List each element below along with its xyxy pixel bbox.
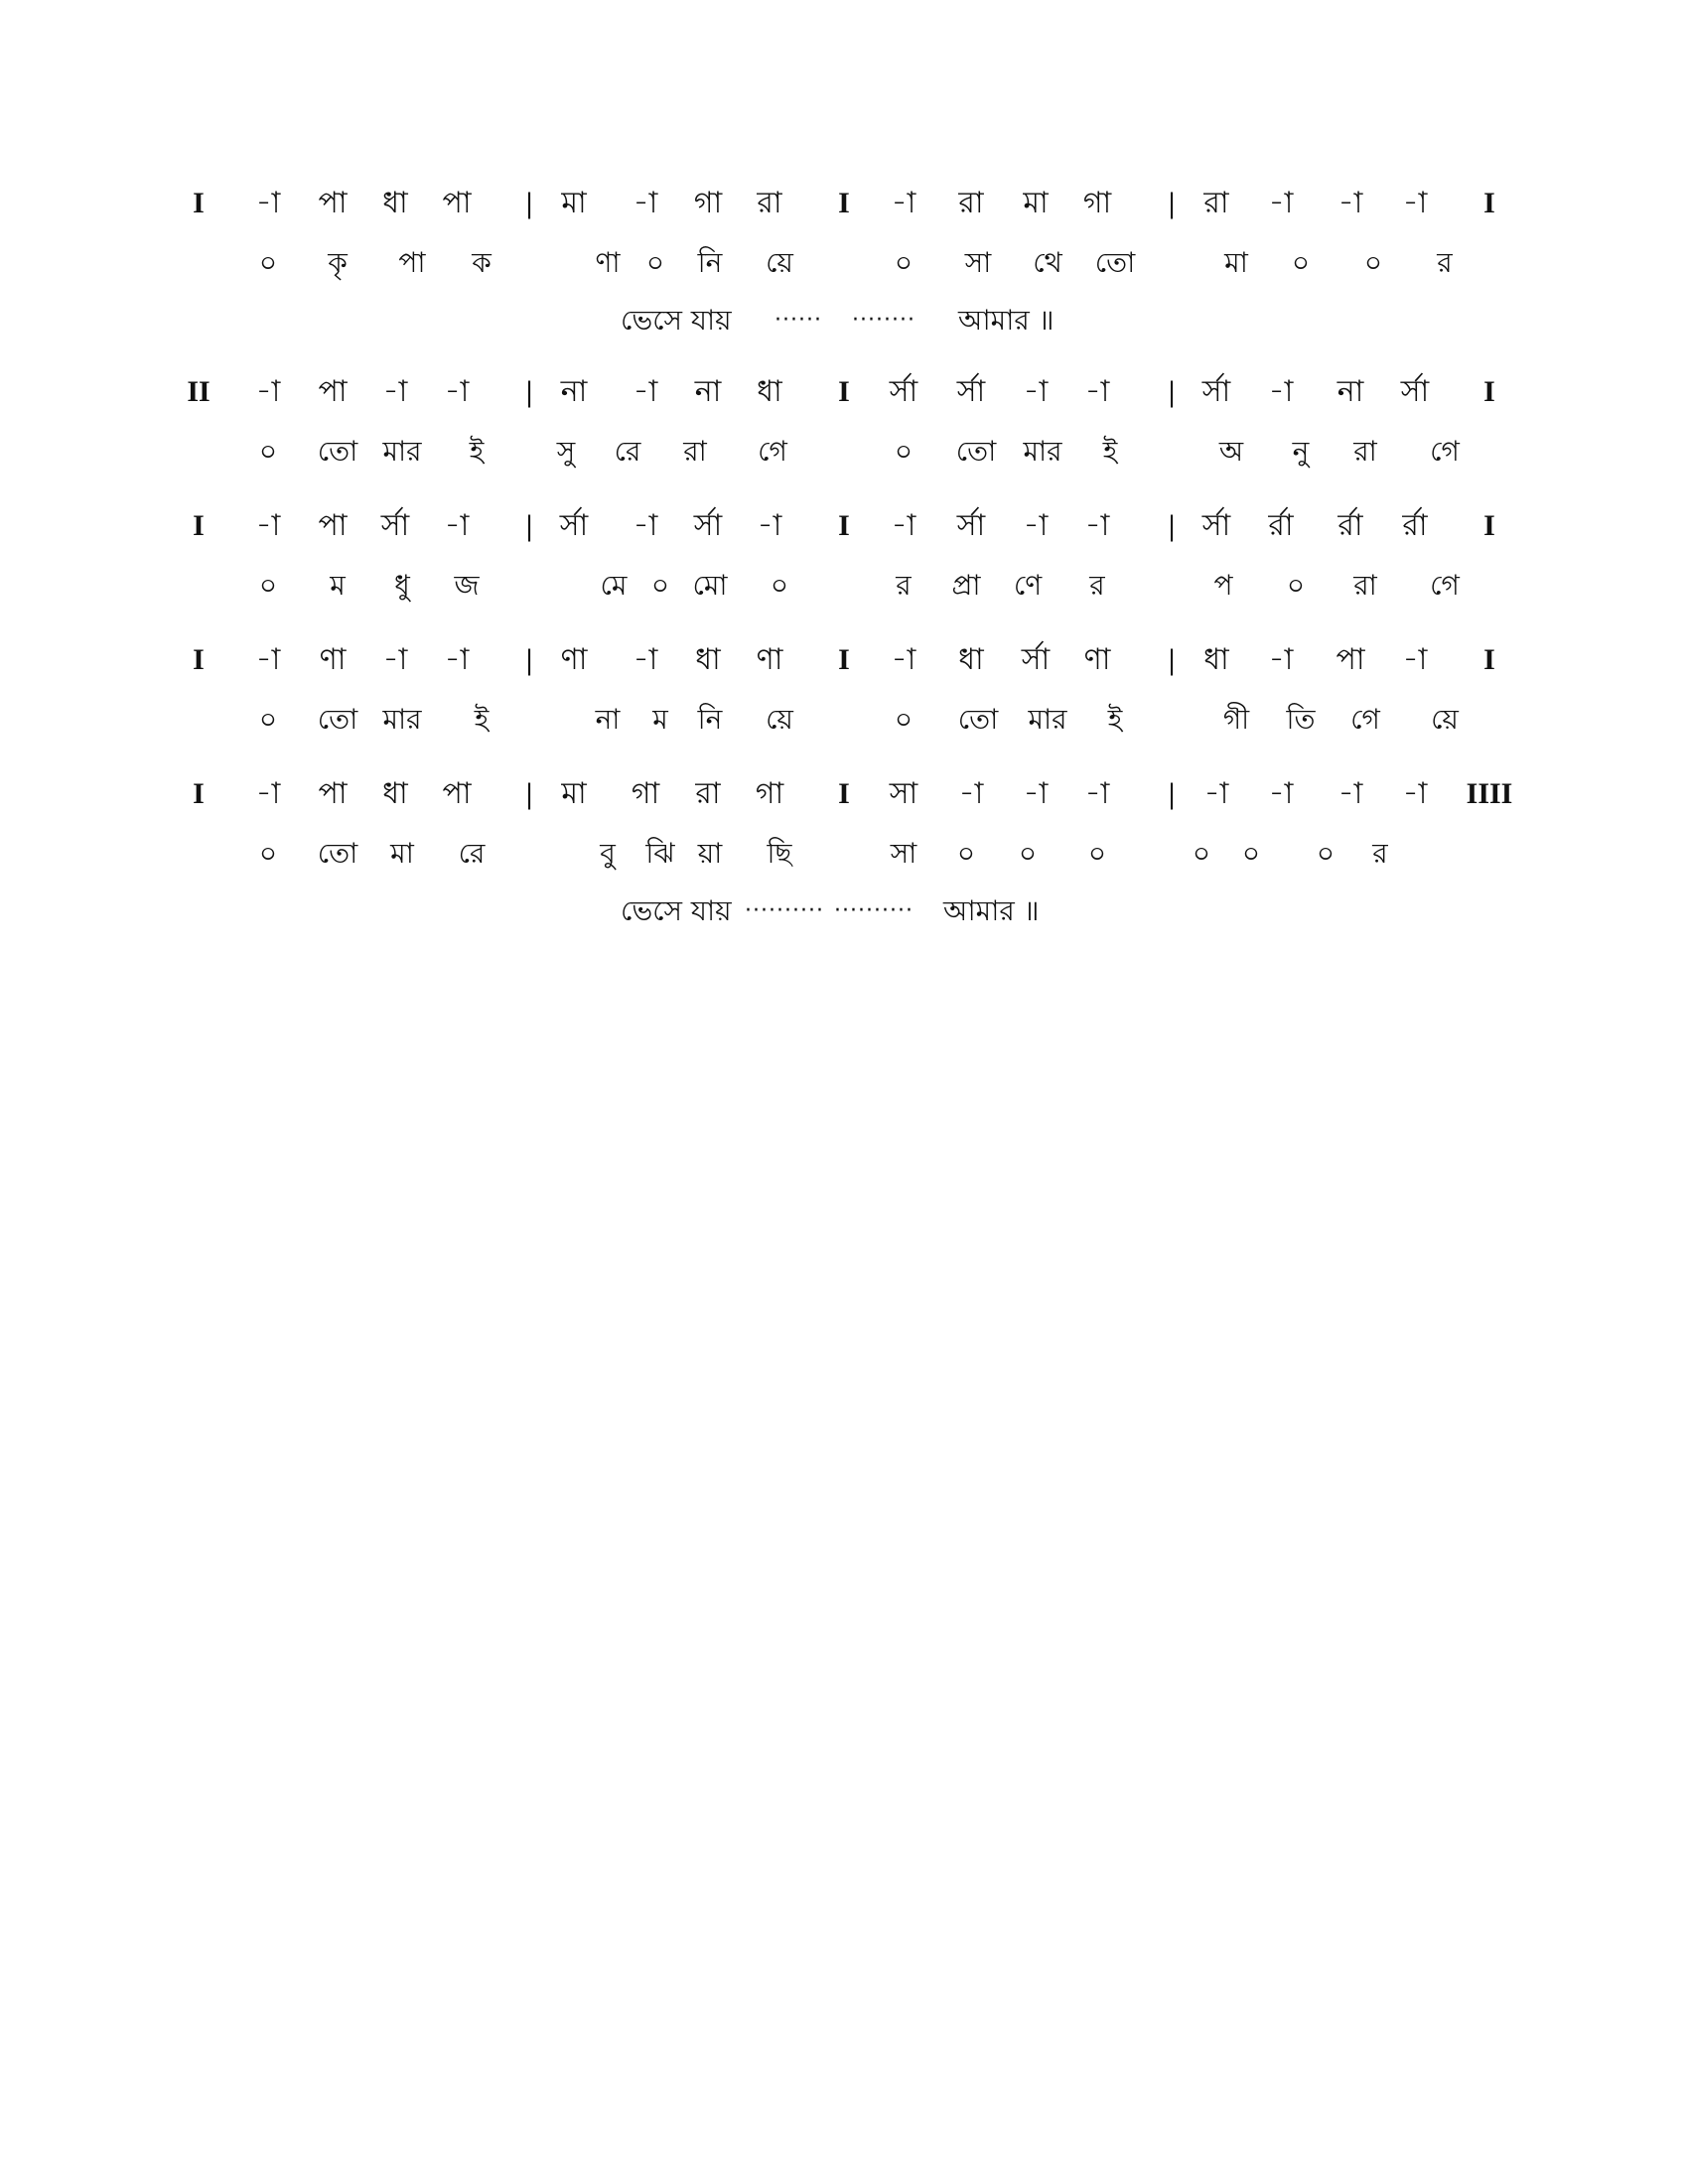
lyric-syllable: র	[896, 569, 912, 602]
lyric-syllable: ০	[1241, 837, 1261, 870]
bar-line: I	[838, 777, 850, 810]
bar-line: I	[1483, 375, 1495, 408]
lyric-syllable: ০	[1286, 569, 1306, 602]
note: -া	[1337, 776, 1363, 811]
bar-line: |	[525, 509, 533, 542]
lyric-syllable: ০	[258, 435, 278, 468]
lyric-syllable: ম	[652, 703, 668, 736]
bar-line: |	[525, 375, 533, 408]
lyric-syllable: সা	[890, 837, 917, 870]
note: -া	[1268, 776, 1294, 811]
note: পা	[442, 776, 472, 811]
lyric-syllable: মা	[390, 837, 414, 870]
bar-line: |	[1168, 187, 1176, 219]
lyrics-row	[0, 427, 1688, 477]
lyric-syllable: য়া	[697, 837, 723, 870]
lyric-syllable: য়ে	[1431, 703, 1459, 736]
lyric-syllable: ০	[1087, 837, 1107, 870]
lyric-syllable: ০	[1192, 837, 1211, 870]
note: -া	[255, 642, 281, 677]
lyric-syllable: রে	[614, 435, 641, 468]
refrain-dots: ······	[774, 308, 822, 333]
lyric-syllable: ঝি	[645, 837, 675, 870]
refrain-line	[0, 296, 1688, 345]
bar-line: II	[187, 375, 211, 408]
lyric-syllable: ই	[1107, 703, 1123, 736]
lyric-syllable: গে	[758, 435, 787, 468]
notation-row	[0, 635, 1688, 685]
lyric-syllable: ক	[472, 246, 492, 279]
lyrics-row	[0, 238, 1688, 288]
lyric-syllable: বু	[600, 837, 616, 870]
refrain-line	[0, 887, 1688, 936]
note: -া	[1084, 776, 1110, 811]
notation-row	[0, 501, 1688, 551]
lyric-syllable: মা	[1224, 246, 1248, 279]
lyric-syllable: রে	[458, 837, 486, 870]
lyric-syllable: ০	[956, 837, 976, 870]
lyric-syllable: ০	[1291, 246, 1311, 279]
note: র্সা	[559, 508, 589, 543]
lyric-syllable: ০	[1316, 837, 1336, 870]
lyric-syllable: নি	[697, 703, 723, 736]
notation-row	[0, 179, 1688, 228]
lyric-syllable: ধু	[394, 569, 410, 602]
note: গা	[693, 186, 723, 220]
lyric-syllable: রা	[683, 435, 707, 468]
refrain-dots: ··········	[834, 898, 914, 923]
note: -া	[891, 186, 916, 220]
lyric-syllable: ০	[650, 569, 670, 602]
lyric-syllable: য়ে	[766, 703, 793, 736]
bar-line: I	[838, 375, 850, 408]
note: ণা	[319, 642, 347, 677]
lyric-syllable: য়ে	[766, 246, 793, 279]
note: রা	[757, 186, 782, 220]
note: মা	[1023, 186, 1049, 220]
bar-line: |	[525, 187, 533, 219]
note: -া	[1268, 374, 1294, 409]
lyric-syllable: ০	[770, 569, 789, 602]
lyric-syllable: মার	[1028, 703, 1067, 736]
bar-line: |	[525, 643, 533, 676]
note: রা	[1203, 186, 1229, 220]
note: গা	[1082, 186, 1112, 220]
note: পা	[318, 374, 348, 409]
bar-line: I	[1483, 187, 1495, 219]
lyric-syllable: ই	[474, 703, 490, 736]
note: -া	[444, 508, 470, 543]
lyric-syllable: গী	[1222, 703, 1250, 736]
bar-line: |	[525, 777, 533, 810]
note: -া	[1268, 186, 1294, 220]
bar-line: I	[193, 187, 205, 219]
bar-line: |	[1168, 777, 1176, 810]
note: র্সা	[1021, 642, 1051, 677]
note: র্সা	[956, 374, 986, 409]
bar-line: IIII	[1466, 777, 1513, 810]
note: ধা	[1203, 642, 1229, 677]
note: র্সা	[380, 508, 410, 543]
refrain-end: আমার ॥	[943, 894, 1040, 927]
lyrics-row	[0, 829, 1688, 879]
note: না	[560, 374, 588, 409]
note: -া	[1402, 186, 1428, 220]
lyric-syllable: জ	[454, 569, 480, 602]
lyric-syllable: গে	[1430, 435, 1460, 468]
lyric-syllable: ০	[1363, 246, 1383, 279]
note: র্সা	[956, 508, 986, 543]
refrain-start: ভেসে যায়	[621, 894, 732, 927]
lyric-syllable: ছি	[767, 837, 792, 870]
note: র্রা	[1402, 508, 1428, 543]
note: -া	[891, 642, 916, 677]
note: -া	[1402, 776, 1428, 811]
note: সা	[889, 776, 918, 811]
note: র্রা	[1337, 508, 1363, 543]
note: -া	[1023, 508, 1049, 543]
lyric-syllable: গে	[1430, 569, 1460, 602]
lyric-syllable: রা	[1353, 435, 1377, 468]
note: -া	[757, 508, 782, 543]
lyric-syllable: নু	[1292, 435, 1310, 468]
note: -া	[633, 642, 658, 677]
lyric-syllable: প্রা	[951, 569, 981, 602]
lyrics-row	[0, 561, 1688, 611]
lyric-syllable: ই	[469, 435, 485, 468]
lyric-syllable: মার	[1023, 435, 1062, 468]
lyric-syllable: র	[1089, 569, 1105, 602]
lyric-syllable: তি	[1286, 703, 1316, 736]
note: -া	[382, 374, 408, 409]
lyric-syllable: না	[595, 703, 621, 736]
note: রা	[695, 776, 721, 811]
note: -া	[1268, 642, 1294, 677]
bar-line: I	[1483, 643, 1495, 676]
note: র্সা	[1400, 374, 1430, 409]
lyric-syllable: গে	[1350, 703, 1380, 736]
note: র্সা	[889, 374, 918, 409]
bar-line: |	[1168, 509, 1176, 542]
note: ণা	[1083, 642, 1111, 677]
note: পা	[1336, 642, 1365, 677]
note: গা	[631, 776, 660, 811]
note: -া	[1402, 642, 1428, 677]
lyric-syllable: মে	[600, 569, 628, 602]
note: ধা	[757, 374, 782, 409]
bar-line: I	[838, 509, 850, 542]
lyric-syllable: থে	[1033, 246, 1062, 279]
lyric-syllable: তো	[317, 703, 358, 736]
note: মা	[561, 186, 587, 220]
note: -া	[958, 776, 984, 811]
note: র্সা	[693, 508, 723, 543]
note: ণা	[560, 642, 588, 677]
note: -া	[633, 186, 658, 220]
note: -া	[382, 642, 408, 677]
note: না	[694, 374, 722, 409]
note: ধা	[382, 776, 408, 811]
note: ধা	[695, 642, 721, 677]
note: র্সা	[1201, 374, 1231, 409]
lyric-syllable: তো	[317, 837, 358, 870]
lyrics-row	[0, 695, 1688, 745]
bar-line: I	[193, 509, 205, 542]
refrain-dots: ··········	[745, 898, 824, 923]
lyric-syllable: ০	[894, 703, 914, 736]
lyric-syllable: ০	[894, 435, 914, 468]
note: -া	[444, 374, 470, 409]
lyric-syllable: মার	[382, 435, 422, 468]
note: -া	[1203, 776, 1229, 811]
lyric-syllable: ০	[894, 246, 914, 279]
bar-line: I	[838, 187, 850, 219]
lyric-syllable: কৃ	[328, 246, 348, 279]
note: ণা	[756, 642, 783, 677]
note: র্সা	[1201, 508, 1231, 543]
lyric-syllable: ০	[258, 837, 278, 870]
lyric-syllable: নি	[697, 246, 723, 279]
lyric-syllable: মার	[382, 703, 422, 736]
note: গা	[755, 776, 784, 811]
note: -া	[891, 508, 916, 543]
note: -া	[255, 186, 281, 220]
note: না	[1336, 374, 1364, 409]
note: পা	[318, 186, 348, 220]
note: -া	[255, 374, 281, 409]
note: -া	[1023, 374, 1049, 409]
lyric-syllable: ০	[1018, 837, 1038, 870]
lyric-syllable: ই	[1102, 435, 1118, 468]
lyric-syllable: ০	[258, 246, 278, 279]
lyric-syllable: তো	[317, 435, 358, 468]
lyric-syllable: সু	[556, 435, 576, 468]
note: -া	[633, 374, 658, 409]
lyric-syllable: ০	[258, 569, 278, 602]
note: পা	[318, 776, 348, 811]
lyric-syllable: র	[1437, 246, 1453, 279]
note: পা	[442, 186, 472, 220]
lyric-syllable: পা	[398, 246, 426, 279]
lyric-syllable: র	[1372, 837, 1388, 870]
lyric-syllable: সা	[964, 246, 992, 279]
bar-line: I	[193, 777, 205, 810]
lyric-syllable: ম	[330, 569, 346, 602]
note: পা	[318, 508, 348, 543]
lyric-syllable: ণা	[595, 246, 621, 279]
note: -া	[1337, 186, 1363, 220]
lyric-syllable: তো	[957, 703, 999, 736]
lyric-syllable: ০	[258, 703, 278, 736]
refrain-start: ভেসে যায়	[621, 304, 732, 337]
note: রা	[958, 186, 984, 220]
lyric-syllable: তো	[1094, 246, 1136, 279]
note: ধা	[382, 186, 408, 220]
lyric-syllable: প	[1213, 569, 1233, 602]
note: -া	[255, 508, 281, 543]
note: -া	[1084, 508, 1110, 543]
bar-line: I	[193, 643, 205, 676]
bar-line: I	[1483, 509, 1495, 542]
bar-line: |	[1168, 375, 1176, 408]
lyric-syllable: অ	[1218, 435, 1244, 468]
note: -া	[255, 776, 281, 811]
lyric-syllable: রা	[1353, 569, 1377, 602]
note: -া	[633, 508, 658, 543]
lyric-syllable: তো	[955, 435, 997, 468]
refrain-end: আমার ॥	[958, 304, 1055, 337]
notation-row	[0, 367, 1688, 417]
note: ধা	[958, 642, 984, 677]
note: -া	[444, 642, 470, 677]
note: -া	[1084, 374, 1110, 409]
notation-row	[0, 769, 1688, 819]
bar-line: I	[838, 643, 850, 676]
lyric-syllable: ণে	[1013, 569, 1043, 602]
lyric-syllable: মো	[692, 569, 728, 602]
refrain-dots: ········	[852, 308, 915, 333]
note: র্রা	[1268, 508, 1294, 543]
bar-line: |	[1168, 643, 1176, 676]
note: -া	[1023, 776, 1049, 811]
lyric-syllable: ০	[645, 246, 665, 279]
note: মা	[561, 776, 587, 811]
